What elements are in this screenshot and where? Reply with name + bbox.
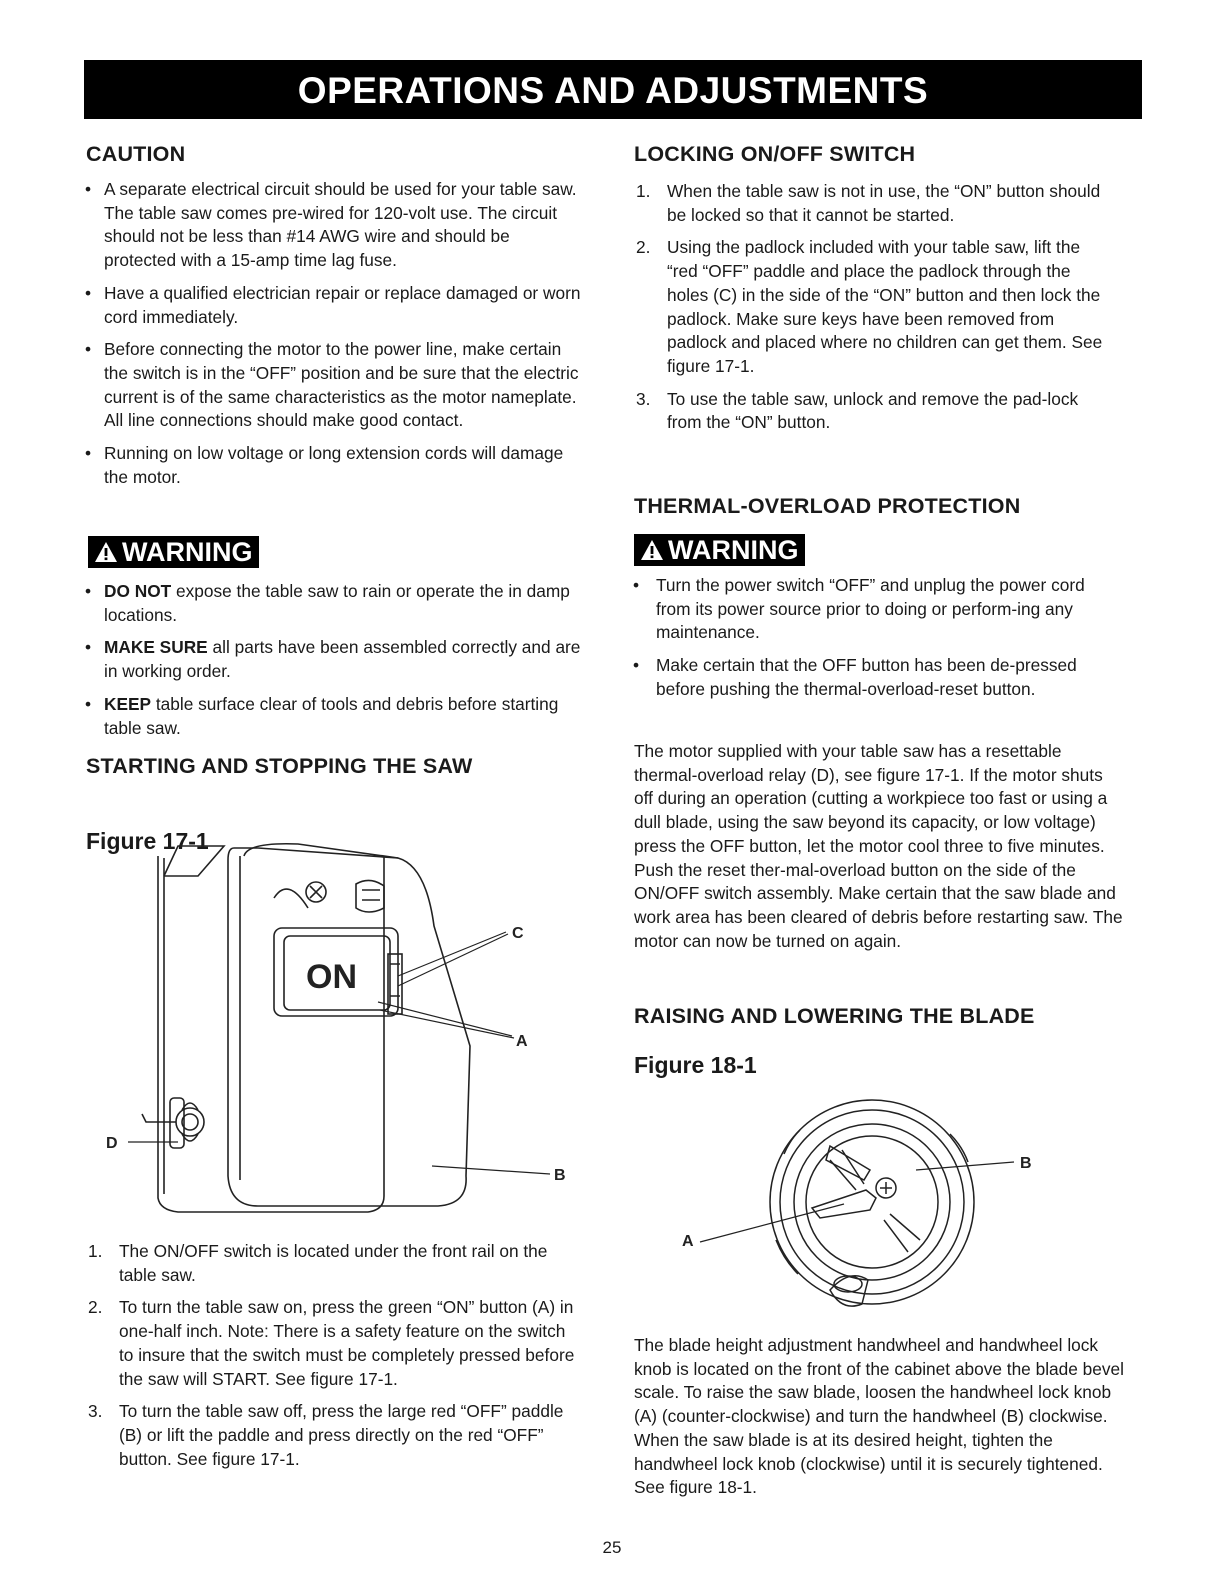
page-title-banner: OPERATIONS AND ADJUSTMENTS <box>84 60 1142 119</box>
locking-switch-heading: LOCKING ON/OFF SWITCH <box>634 142 916 166</box>
callout-c: C <box>512 925 524 942</box>
callout-a: A <box>516 1033 528 1050</box>
list-item: 3. To turn the table saw off, press the large red “OFF” paddle (B) or lift the paddle and press directly on the red “OFF” button. See figure 17-1. <box>88 1401 564 1469</box>
list-item: • KEEP table surface clear of tools and debris before starting table saw. <box>85 693 559 738</box>
switch-illustration <box>98 836 578 1222</box>
page-number: 25 <box>602 1538 622 1557</box>
list-item: • A separate electrical circuit should be used for your table saw. The table saw comes pre-wired for 120-volt use. The circuit should not be less than #14 AWG wire and should be protected with a 15-amp time lag fuse. <box>85 179 577 271</box>
warning-list <box>84 580 584 749</box>
warning-badge: WARNING <box>88 536 259 568</box>
list-item: 1. When the table saw is not in use, the “ON” button should be locked so that it cannot be started. <box>636 181 1101 225</box>
list-item: 1. The ON/OFF switch is located under the front rail on the table saw. <box>88 1241 548 1285</box>
list-item: • Have a qualified electrician repair or replace damaged or worn cord immediately. <box>85 282 581 327</box>
list-item: • DO NOT expose the table saw to rain or operate the in damp locations. <box>85 581 570 625</box>
locking-steps-list <box>632 180 1112 444</box>
list-item: • MAKE SURE all parts have been assembled correctly and are in working order. <box>85 637 581 682</box>
thermal-overload-heading: THERMAL-OVERLOAD PROTECTION <box>634 494 1021 518</box>
switch-on-text: ON <box>306 958 357 996</box>
starting-steps-list <box>84 1240 584 1480</box>
caution-heading: CAUTION <box>86 142 186 166</box>
callout-d: D <box>106 1135 118 1152</box>
caution-list <box>84 178 584 498</box>
raising-paragraph: The blade height adjustment handwheel and handwheel lock knob is located on the front of the cabinet above the blade bevel scale. To raise the saw blade, loosen the handwheel lock knob (A) (counter-clockwise) and turn the handwheel (B) clockwise. When the saw blade is at its desired height, tighten the handwheel lock knob (clockwise) until it is securely tightened. See figure 18-1. <box>634 1335 1124 1498</box>
callout-b: B <box>554 1167 566 1184</box>
thermal-paragraph: The motor supplied with your table saw has a resettable thermal-overload relay (D), see figure 17-1. If the motor shuts off during an operation (cutting a workpiece too fast or using a dull blade, using the saw beyond its capacity, or low voltage) press the OFF button, let the motor cool three to five minutes. Push the reset ther-mal-overload button on the side of the ON/OFF switch assembly. Make certain that the saw blade and work area has been cleared of debris before restarting saw. The motor can now be turned on again. <box>634 741 1123 951</box>
callout-a: A <box>682 1233 694 1250</box>
thermal-warning-list <box>632 574 1122 711</box>
warning-triangle-icon <box>94 541 118 563</box>
callout-b: B <box>1020 1155 1032 1172</box>
list-item: 2. To turn the table saw on, press the green “ON” button (A) in one-half inch. Note: There is a safety feature on the switch to insure that the switch must be completely pressed before the saw will START. See figure 17-1. <box>88 1297 575 1389</box>
list-item: • Turn the power switch “OFF” and unplug the power cord from its power source prior to doing or perform-ing any maintenance. <box>633 575 1085 643</box>
starting-stopping-heading: STARTING AND STOPPING THE SAW <box>86 754 473 778</box>
list-item: 3. To use the table saw, unlock and remove the pad-lock from the “ON” button. <box>636 388 1079 433</box>
warning-badge: WARNING <box>634 534 805 566</box>
handwheel-illustration <box>680 1090 1080 1314</box>
list-item: 2. Using the padlock included with your table saw, lift the “red “OFF” paddle and place the padlock through the holes (C) in the side of the “ON” button and then lock the padlock. Make sure keys have been removed from padlock and placed where no children can get them. See figure 17-1. <box>636 237 1103 376</box>
warning-triangle-icon <box>640 539 664 561</box>
figure-18-1-label: Figure 18-1 <box>634 1052 757 1078</box>
raising-lowering-heading: RAISING AND LOWERING THE BLADE <box>634 1004 1035 1028</box>
list-item: • Running on low voltage or long extension cords will damage the motor. <box>85 443 564 487</box>
list-item: • Make certain that the OFF button has been de-pressed before pushing the thermal-overload-reset button. <box>633 655 1077 699</box>
figure-17-1-label: Figure 17-1 <box>86 828 209 854</box>
list-item: • Before connecting the motor to the power line, make certain the switch is in the “OFF” position and be sure that the electric current is of the same characteristics as the motor nameplate. All line connections should make good contact. <box>85 339 579 431</box>
